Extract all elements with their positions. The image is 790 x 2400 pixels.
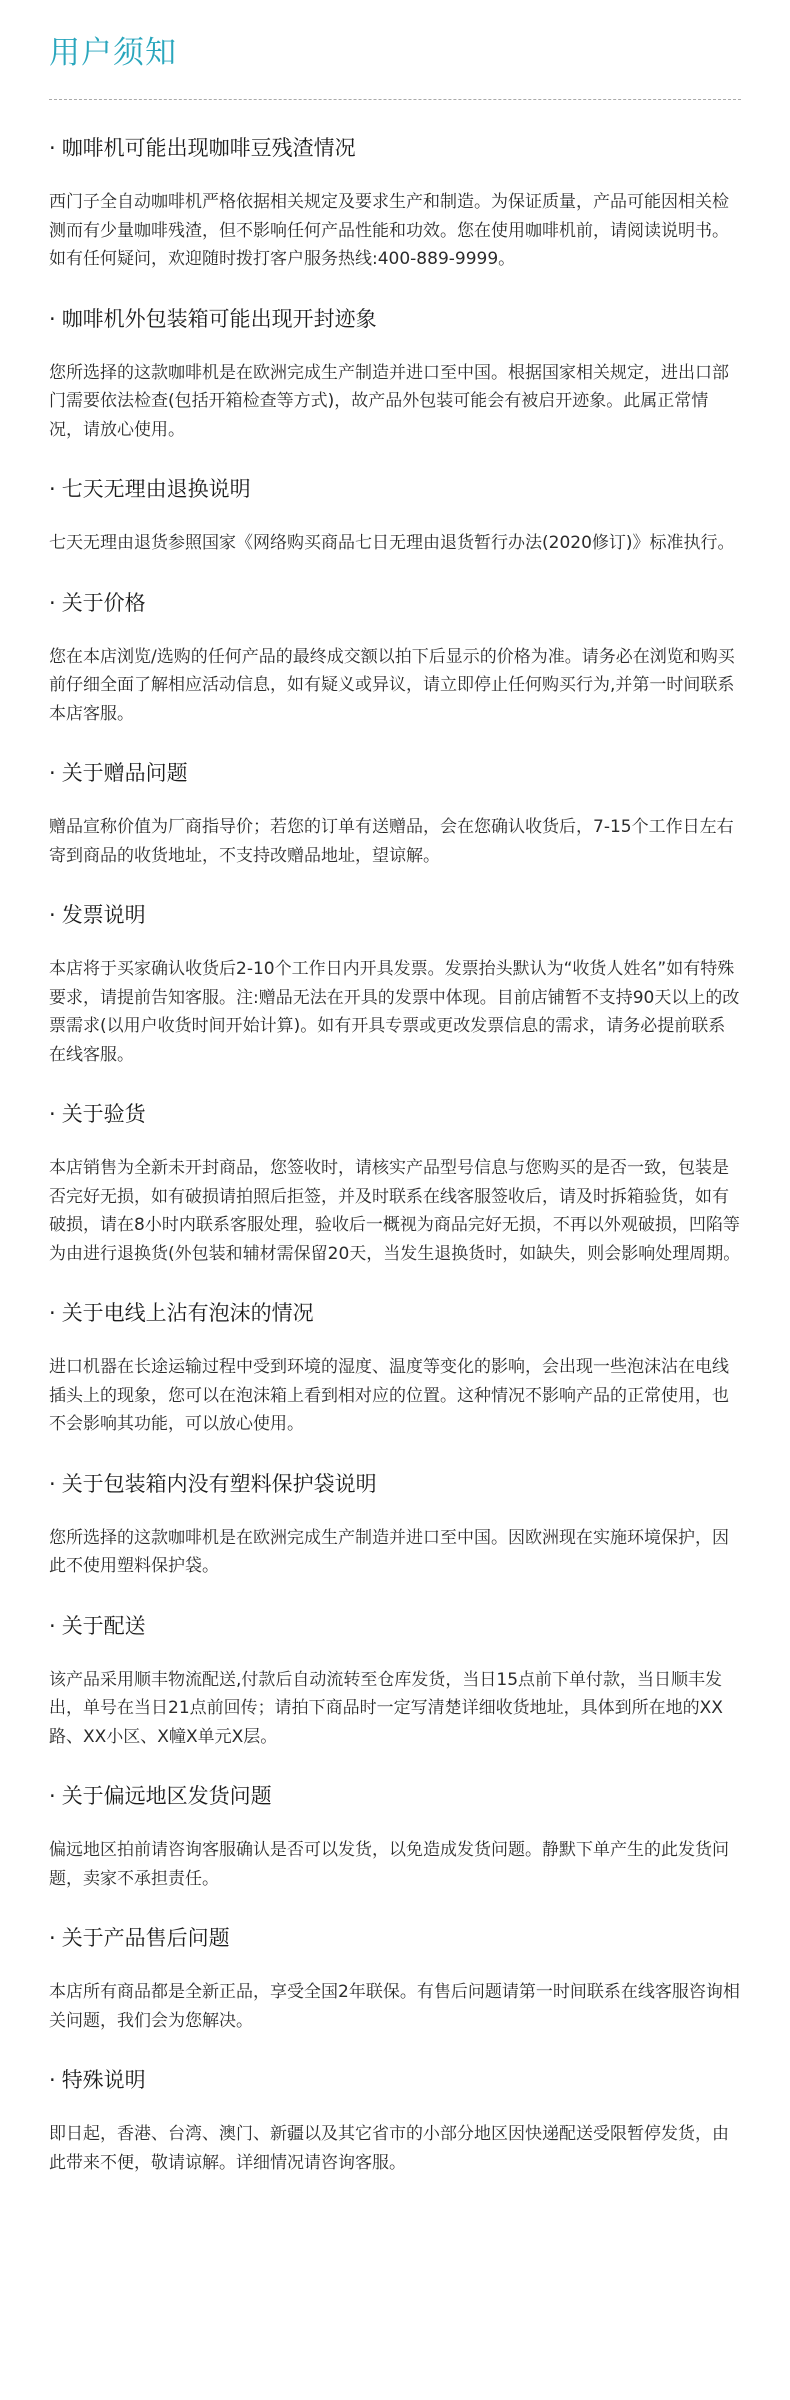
bullet-dot-icon: · — [49, 136, 56, 160]
section-paragraph: 进口机器在长途运输过程中受到环境的湿度、温度等变化的影响，会出现一些泡沫沾在电线插头上的现象，您可以在泡沫箱上看到相对应的位置。这种情况不影响产品的正常使用，也不会影响其功能，可以放心使用。 — [49, 1357, 729, 1434]
bullet-dot-icon: · — [49, 477, 56, 501]
section-heading-text: 关于价格 — [61, 590, 146, 615]
section-paragraph: 西门子全自动咖啡机严格依据相关规定及要求生产和制造。为保证质量，产品可能因相关检测而有少量咖啡残渣，但不影响任何产品性能和功效。您在使用咖啡机前，请阅读说明书。 — [49, 192, 729, 241]
section-paragraph: 本店将于买家确认收货后2-10个工作日内开具发票。发票抬头默认为“收货人姓名”如有特殊要求，请提前告知客服。注:赠品无法在开具的发票中体现。目前店铺暂不支持90天以上的改票需求(以用户收货时间开始计算)。如有开具专票或更改发票信息的需求，请务必提前联系在线客服。 — [49, 959, 740, 1065]
title-divider — [49, 99, 741, 100]
bullet-dot-icon: · — [49, 903, 56, 927]
section-paragraph: 您所选择的这款咖啡机是在欧洲完成生产制造并进口至中国。根据国家相关规定，进出口部门需要依法检查(包括开箱检查等方式)，故产品外包装可能会有被启开迹象。此属正常情况，请放心使用。 — [49, 362, 729, 440]
bullet-dot-icon: · — [49, 1102, 56, 1126]
section-heading-text: 关于验货 — [61, 1102, 146, 1126]
section-heading — [49, 305, 741, 333]
section-heading-text: 咖啡机外包装箱可能出现开封迹象 — [61, 306, 377, 331]
section-paragraph: 您在本店浏览/选购的任何产品的最终成交额以拍下后显示的价格为准。请务必在浏览和购买前仔细全面了解相应活动信息，如有疑义或异议，请立即停止任何购买行为,并第一时间联系本店客服。 — [49, 646, 735, 724]
section-paragraph: 七天无理由退货参照国家《网络购买商品七日无理由退货暂行办法(2020修订)》标准执行。 — [49, 533, 735, 553]
bullet-dot-icon: · — [49, 1926, 56, 1950]
section-heading — [49, 1470, 741, 1498]
notice-section — [49, 305, 741, 445]
bullet-dot-icon: · — [49, 306, 56, 331]
notice-section — [49, 589, 741, 729]
section-paragraph: 即日起，香港、台湾、澳门、新疆以及其它省市的小部分地区因快递配送受限暂停发货，由此带来不便，敬请谅解。详细情况请咨询客服。 — [49, 2124, 729, 2173]
notice-section — [49, 134, 741, 274]
section-paragraph: 本店销售为全新未开封商品，您签收时，请核实产品型号信息与您购买的是否一致，包装是否完好无损，如有破损请拍照后拒签，并及时联系在线客服签收后，请及时拆箱验货，如有破损，请在8小时内联系客服处理，验收后一概视为商品完好无损，不再以外观破损，凹陷等为由进行退换货(外包装和辅材需保留20天，当发生退换货时，如缺失，则会影响处理周期。 — [49, 1158, 741, 1264]
bullet-dot-icon: · — [49, 761, 56, 785]
section-heading-text: 关于产品售后问题 — [61, 1926, 230, 1950]
section-heading-text: 关于赠品问题 — [61, 761, 188, 785]
section-paragraph: 如有任何疑问，欢迎随时拨打客户服务热线:400-889-9999。 — [49, 249, 516, 269]
notice-section — [49, 2066, 741, 2177]
section-heading — [49, 1299, 741, 1327]
section-heading-text: 发票说明 — [61, 903, 146, 927]
notice-section — [49, 1470, 741, 1581]
bullet-dot-icon: · — [49, 1301, 56, 1325]
section-heading-text: 关于包装箱内没有塑料保护袋说明 — [61, 1471, 377, 1496]
section-heading — [49, 1782, 741, 1810]
page-title: 用户须知 — [49, 35, 177, 71]
notice-sections — [49, 134, 741, 2177]
section-heading-text: 特殊说明 — [61, 2068, 146, 2092]
section-heading — [49, 1100, 741, 1128]
section-heading — [49, 589, 741, 617]
section-heading-text: 七天无理由退换说明 — [61, 477, 251, 501]
section-paragraph: 赠品宣称价值为厂商指导价；若您的订单有送赠品，会在您确认收货后，7-15个工作日左右寄到商品的收货地址，不支持改赠品地址，望谅解。 — [49, 817, 734, 866]
notice-section — [49, 1299, 741, 1439]
notice-section — [49, 475, 741, 558]
section-heading — [49, 1612, 741, 1640]
section-heading — [49, 1924, 741, 1952]
section-heading-text: 关于电线上沾有泡沫的情况 — [61, 1301, 314, 1325]
bullet-dot-icon: · — [49, 1613, 56, 1638]
notice-section — [49, 759, 741, 870]
section-heading-text: 关于配送 — [61, 1613, 146, 1638]
section-heading — [49, 759, 741, 787]
section-heading-text: 关于偏远地区发货问题 — [61, 1784, 272, 1808]
section-paragraph: 本店所有商品都是全新正品，享受全国2年联保。有售后问题请第一时间联系在线客服咨询相关问题，我们会为您解决。 — [49, 1982, 740, 2031]
notice-section — [49, 1782, 741, 1893]
section-heading — [49, 2066, 741, 2094]
bullet-dot-icon: · — [49, 590, 56, 615]
section-heading — [49, 475, 741, 503]
section-heading — [49, 901, 741, 929]
section-heading-text: 咖啡机可能出现咖啡豆残渣情况 — [61, 136, 356, 160]
bullet-dot-icon: · — [49, 1471, 56, 1496]
section-paragraph: 该产品采用顺丰物流配送,付款后自动流转至仓库发货，当日15点前下单付款，当日顺丰发出，单号在当日21点前回传；请拍下商品时一定写清楚详细收货地址，具体到所在地的XX路、XX小区、X幢X单元X层。 — [49, 1669, 723, 1747]
section-heading — [49, 134, 741, 162]
notice-section — [49, 1924, 741, 2035]
section-paragraph: 您所选择的这款咖啡机是在欧洲完成生产制造并进口至中国。因欧洲现在实施环境保护，因此不使用塑料保护袋。 — [49, 1527, 729, 1576]
notice-section — [49, 1100, 741, 1268]
bullet-dot-icon: · — [49, 1784, 56, 1808]
bullet-dot-icon: · — [49, 2068, 56, 2092]
notice-section — [49, 901, 741, 1069]
section-paragraph: 偏远地区拍前请咨询客服确认是否可以发货，以免造成发货问题。静默下单产生的此发货问题，卖家不承担责任。 — [49, 1840, 729, 1889]
notice-section — [49, 1612, 741, 1752]
